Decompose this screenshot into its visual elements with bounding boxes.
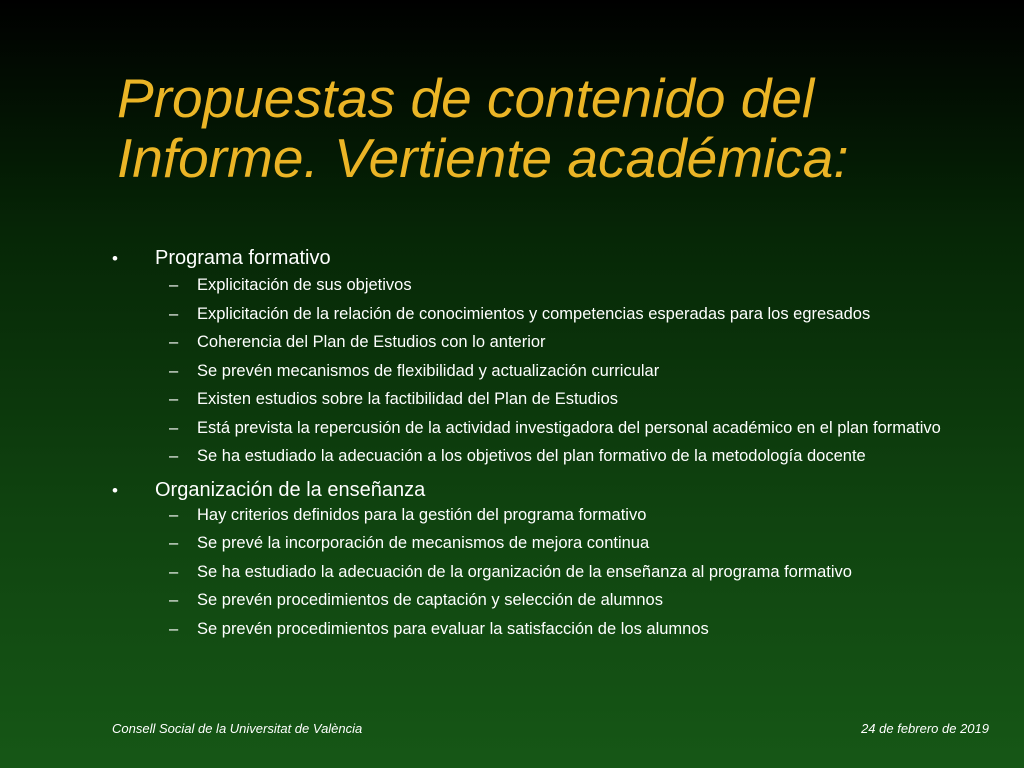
bullet-marker: •: [112, 249, 118, 268]
bullet-item: [108, 476, 988, 504]
dash-marker: –: [169, 591, 179, 609]
list-item: – Explicitación de la relación de conocimientos y competencias esperadas para los egresados: [169, 304, 871, 323]
dash-marker: –: [169, 562, 179, 581]
dash-marker: –: [169, 390, 179, 408]
sub-list: [108, 506, 988, 639]
bullet-marker: •: [112, 480, 118, 500]
list-item: – Se prevé la incorporación de mecanismos de mejora continua: [169, 534, 650, 552]
dash-marker: –: [169, 619, 179, 638]
section-heading: Programa formativo: [155, 247, 331, 269]
slide-title: Propuestas de contenido del Informe. Vertiente académica:: [117, 67, 849, 189]
list-item: – Se prevén procedimientos de captación y selección de alumnos: [169, 591, 663, 609]
list-item: – Está prevista la repercusión de la actividad investigadora del personal académico en el plan formativo: [169, 418, 941, 437]
dash-marker: –: [169, 333, 179, 351]
dash-marker: –: [169, 447, 179, 465]
dash-marker: –: [169, 304, 179, 323]
list-item: – Se prevén mecanismos de flexibilidad y actualización curricular: [169, 361, 660, 380]
footer-date: 24 de febrero de 2019: [861, 721, 989, 736]
section-organizacion-ensenanza: [108, 476, 988, 639]
list-item: – Se prevén procedimientos para evaluar la satisfacción de los alumnos: [169, 619, 709, 638]
bullet-item: [108, 244, 988, 272]
dash-marker: –: [169, 418, 179, 437]
section-heading: Organización de la enseñanza: [155, 478, 426, 501]
dash-marker: –: [169, 534, 179, 552]
footer-organization: Consell Social de la Universitat de València: [112, 721, 363, 736]
dash-marker: –: [169, 276, 179, 294]
list-item: – Se ha estudiado la adecuación a los objetivos del plan formativo de la metodología docente: [169, 447, 866, 465]
list-item: – Se ha estudiado la adecuación de la organización de la enseñanza al programa formativo: [169, 562, 852, 581]
dash-marker: –: [169, 505, 179, 524]
section-programa-formativo: [108, 244, 988, 466]
list-item: – Coherencia del Plan de Estudios con lo anterior: [169, 333, 546, 351]
sub-list: [108, 276, 988, 466]
list-item: – Hay criterios definidos para la gestión del programa formativo: [169, 505, 647, 524]
list-item: – Existen estudios sobre la factibilidad del Plan de Estudios: [169, 390, 618, 408]
slide-content: [108, 244, 988, 648]
list-item: – Explicitación de sus objetivos: [169, 276, 412, 294]
dash-marker: –: [169, 361, 179, 380]
